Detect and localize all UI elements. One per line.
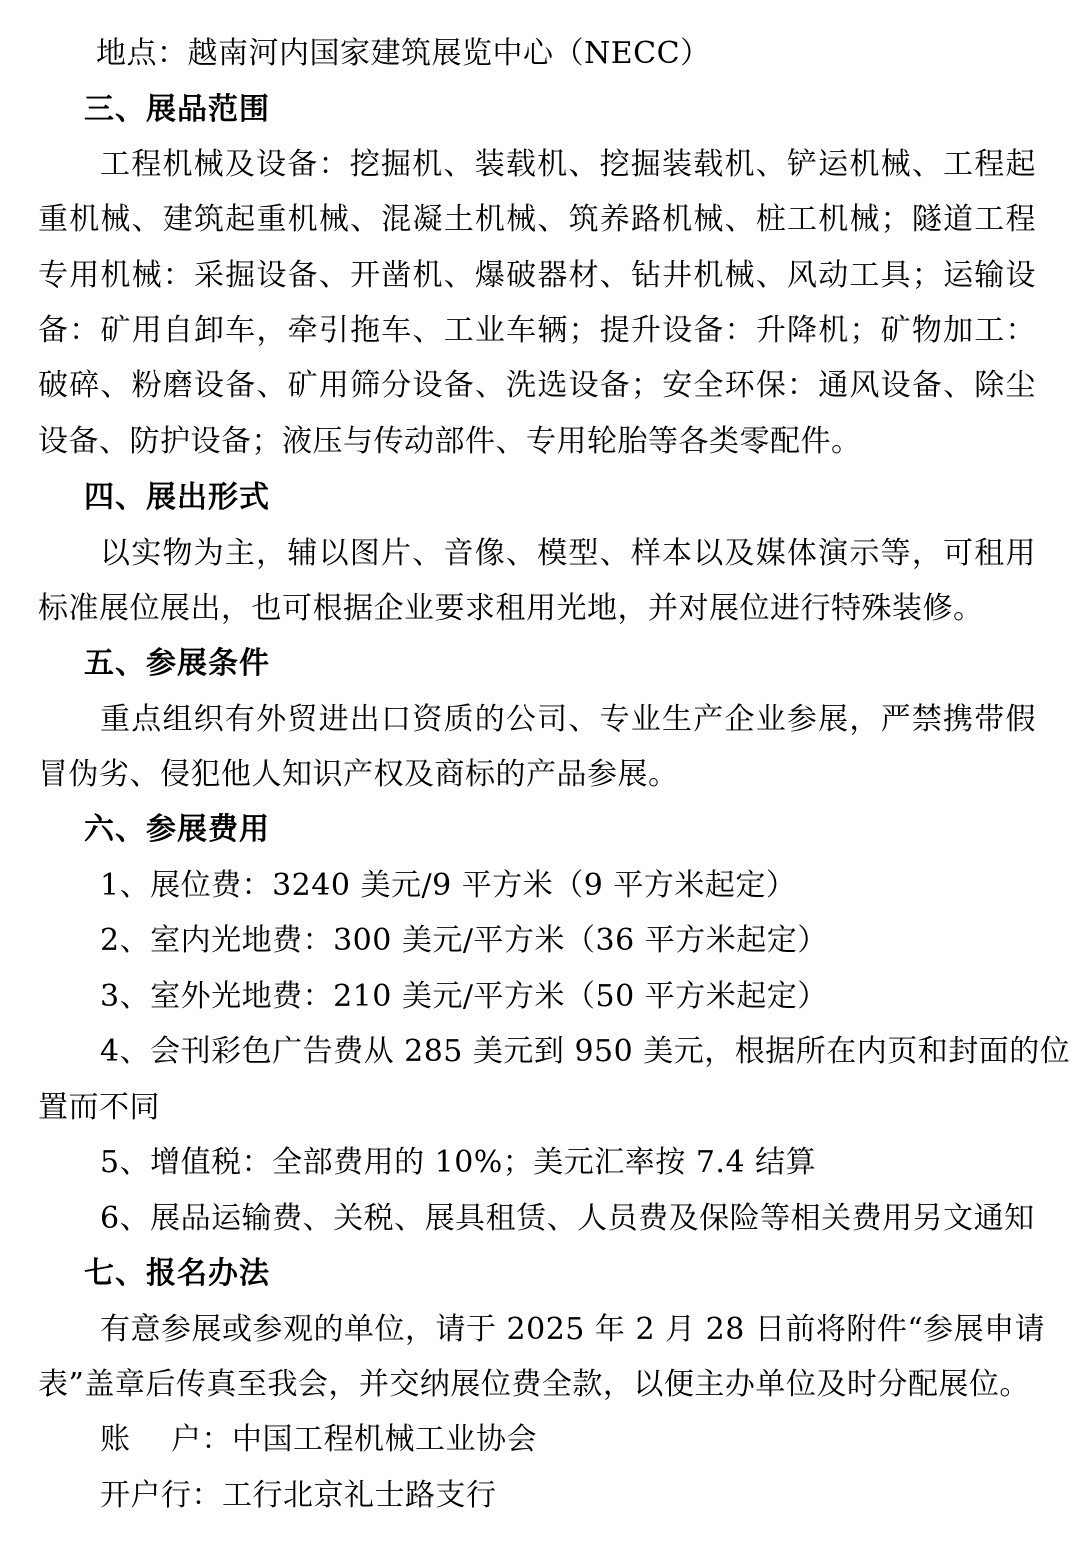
section-heading-exhibit-format: 四、展出形式 <box>84 480 270 515</box>
paragraph-line: 有意参展或参观的单位，请于 2025 年 2 月 28 日前将附件“参展申请 <box>100 1312 1046 1347</box>
section-heading-fees: 六、参展费用 <box>84 812 270 847</box>
paragraph-line: 工程机械及设备：挖掘机、装载机、挖掘装载机、铲运机械、工程起 <box>100 147 1036 182</box>
paragraph-line: 重点组织有外贸进出口资质的公司、专业生产企业参展，严禁携带假 <box>100 702 1036 737</box>
location-line: 地点：越南河内国家建筑展览中心（NECC） <box>96 36 711 71</box>
section-heading-conditions: 五、参展条件 <box>84 646 270 681</box>
fee-item: 2、室内光地费：300 美元/平方米（36 平方米起定） <box>100 923 828 958</box>
paragraph-line: 以实物为主，辅以图片、音像、模型、样本以及媒体演示等，可租用 <box>100 536 1036 571</box>
bank-line: 开户行：工行北京礼士路支行 <box>100 1478 497 1513</box>
section-heading-exhibit-scope: 三、展品范围 <box>84 92 270 127</box>
fee-item: 4、会刊彩色广告费从 285 美元到 950 美元，根据所在内页和封面的位 <box>100 1034 1071 1069</box>
paragraph-line: 冒伪劣、侵犯他人知识产权及商标的产品参展。 <box>38 757 679 792</box>
paragraph-line: 破碎、粉磨设备、矿用筛分设备、洗选设备；安全环保：通风设备、除尘 <box>38 368 1036 403</box>
paragraph-line: 设备、防护设备；液压与传动部件、专用轮胎等各类零配件。 <box>38 424 862 459</box>
fee-item: 1、展位费：3240 美元/9 平方米（9 平方米起定） <box>100 868 797 903</box>
paragraph-line: 备：矿用自卸车，牵引拖车、工业车辆；提升设备：升降机；矿物加工： <box>38 313 1036 348</box>
fee-item: 3、室外光地费：210 美元/平方米（50 平方米起定） <box>100 979 828 1014</box>
paragraph-line: 标准展位展出，也可根据企业要求租用光地，并对展位进行特殊装修。 <box>38 591 984 626</box>
paragraph-line: 专用机械：采掘设备、开凿机、爆破器材、钻井机械、风动工具；运输设 <box>38 258 1036 293</box>
fee-item: 6、展品运输费、关税、展具租赁、人员费及保险等相关费用另文通知 <box>100 1201 1035 1236</box>
fee-item-continuation: 置而不同 <box>38 1090 160 1125</box>
paragraph-line: 重机械、建筑起重机械、混凝土机械、筑养路机械、桩工机械；隧道工程 <box>38 202 1036 237</box>
paragraph-line: 表”盖章后传真至我会，并交纳展位费全款，以便主办单位及时分配展位。 <box>38 1367 1030 1402</box>
section-heading-registration: 七、报名办法 <box>84 1256 270 1291</box>
fee-item: 5、增值税：全部费用的 10%；美元汇率按 7.4 结算 <box>100 1145 817 1180</box>
account-line: 账 户：中国工程机械工业协会 <box>100 1422 538 1457</box>
